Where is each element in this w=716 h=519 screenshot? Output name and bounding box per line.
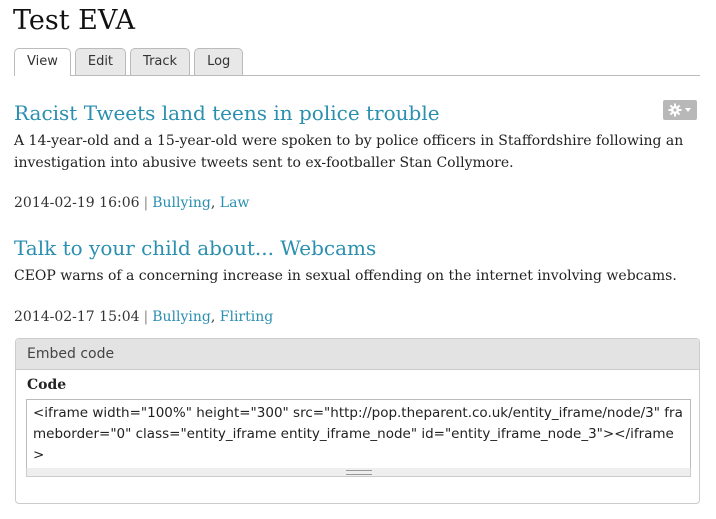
embed-code-fieldset (15, 338, 700, 504)
article-date: 2014-02-17 15:04 (14, 309, 140, 325)
textarea-resize-handle[interactable] (26, 468, 691, 477)
article-summary: CEOP warns of a concerning increase in sexual offending on the internet involving webcams. (14, 268, 677, 284)
tag-link[interactable]: Flirting (219, 309, 274, 325)
tab-log[interactable]: Log (194, 48, 243, 75)
embed-code-legend[interactable]: Embed code (16, 339, 699, 370)
embed-code-textarea[interactable]: <iframe width="100%" height="300" src="http://pop.theparent.co.uk/entity_iframe/node/3" frameborder="0" class="entity_iframe entity_iframe_node" id="entity_iframe_node_3"></iframe> (26, 399, 691, 469)
code-label: Code (27, 377, 67, 393)
tab-view[interactable]: View (14, 48, 71, 76)
meta-separator: | (143, 309, 149, 325)
meta-separator: | (143, 195, 149, 211)
article-meta: 2014-02-17 15:04 | Bullying, Flirting (14, 309, 274, 325)
article-meta: 2014-02-19 16:06 | Bullying, Law (14, 195, 250, 211)
page-title: Test EVA (13, 5, 136, 36)
article-title-link[interactable]: Racist Tweets land teens in police trouble (14, 101, 440, 125)
tab-bar (14, 48, 243, 76)
article-item (14, 235, 694, 287)
tag-link[interactable]: Bullying (152, 195, 211, 211)
article-date: 2014-02-19 16:06 (14, 195, 140, 211)
article-item (14, 100, 694, 174)
tab-track[interactable]: Track (130, 48, 190, 75)
article-title-link[interactable]: Talk to your child about... Webcams (14, 236, 377, 260)
tabs-divider (14, 75, 700, 76)
tab-edit[interactable]: Edit (75, 48, 126, 75)
tag-link[interactable]: Law (219, 195, 250, 211)
article-summary: A 14-year-old and a 15-year-old were spoken to by police officers in Staffordshire following an investigation into abusive tweets sent to ex-footballer Stan Collymore. (14, 133, 684, 171)
tag-link[interactable]: Bullying (152, 309, 211, 325)
